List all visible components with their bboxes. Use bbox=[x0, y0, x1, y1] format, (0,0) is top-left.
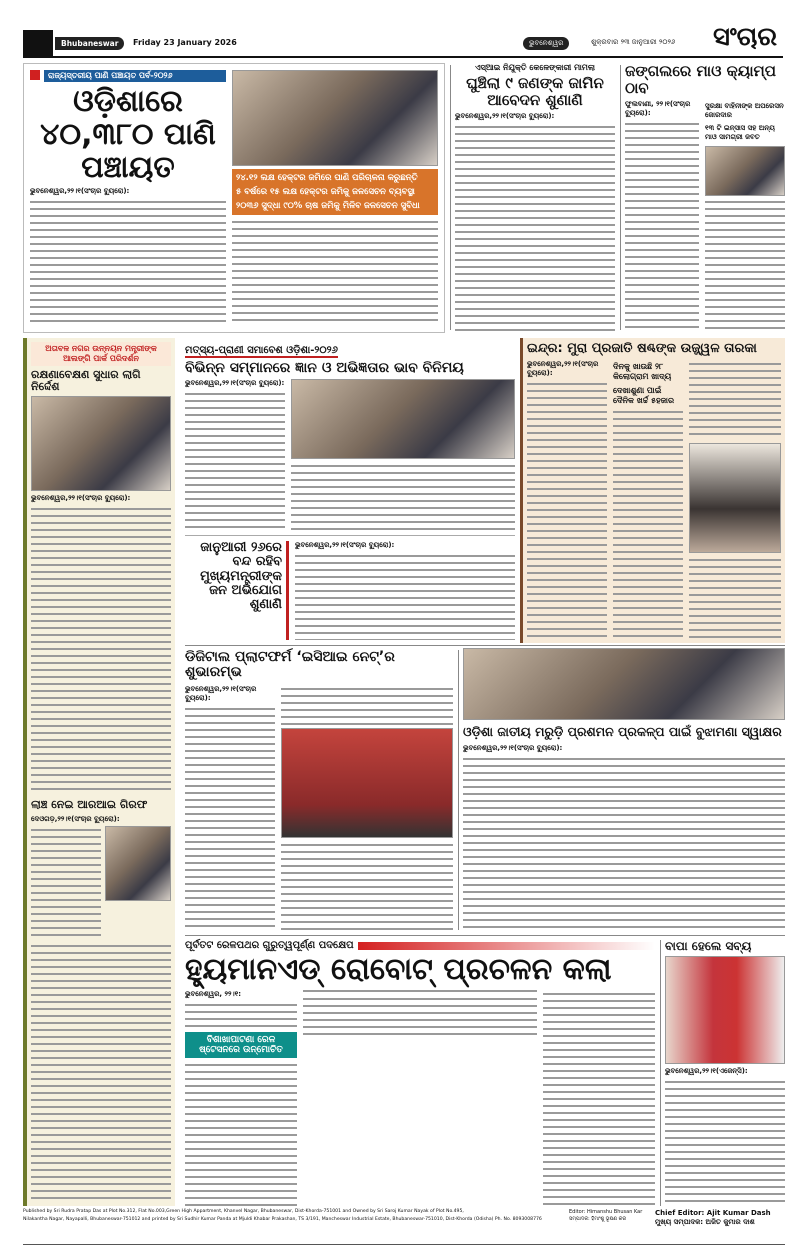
dateline: ଭୁବନେଶ୍ୱର,୨୨।୧(ସଂଚାର ବ୍ୟୁରୋ): bbox=[527, 360, 599, 378]
body-text bbox=[185, 705, 275, 930]
left-sidebar bbox=[23, 338, 175, 1206]
mou-story bbox=[463, 648, 785, 930]
lead-kicker: ରାଜ୍ୟସ୍ତରୀୟ ପାଣି ପଞ୍ଚାୟତ ପର୍ବ-୨୦୨୬ bbox=[44, 70, 226, 82]
body-text bbox=[291, 462, 515, 530]
right-bullet: ୧୩ ଟି ଇନ୍ସାସ ସହ ଅନ୍ୟ ମାଓ ସାମଗ୍ରୀ ଜବତ bbox=[705, 124, 775, 141]
dateline: ଭୁବନେଶ୍ୱର,୨୨।୧(ସଂଚାର ବ୍ୟୁରୋ): bbox=[185, 684, 257, 702]
body-text bbox=[31, 505, 171, 795]
lead-photo bbox=[232, 70, 438, 166]
editor-en: Editor: Himanshu Bhusan Kar bbox=[569, 1209, 643, 1215]
body-text bbox=[463, 755, 785, 930]
ri-photo bbox=[105, 826, 171, 901]
bullet: ୨୦୩୬ ସୁଦ୍ଧା ୯୦% ଚାଷ ଜମିକୁ ମିଳିବ ଜଳସେଚନ ସୁବିଧା bbox=[236, 201, 420, 211]
body-text bbox=[689, 360, 781, 440]
bapa-photo bbox=[665, 956, 785, 1064]
bapa-headline: ବାପା ହେଲେ ସବ୍ୟ bbox=[665, 939, 752, 953]
bullet: ୨୪.୧୨ ଲକ୍ଷ ହେକ୍ଟର ଜମିରେ ପାଣି ପରିଚାଳନା କରୁଛନ୍ତି bbox=[236, 173, 418, 183]
city-pill: Bhubaneswar bbox=[55, 37, 124, 50]
sidebar-photo bbox=[31, 396, 171, 491]
fisheries-kicker: ମତ୍ସ୍ୟ-ପ୍ରାଣୀ ସମାବେଶ ଓଡ଼ିଶା-୨୦୨୬ bbox=[185, 345, 338, 356]
body-text bbox=[281, 841, 453, 930]
indra-bullet: ଦେଖାଶୁଣା ପାଇଁ ଦୈନିକ ଖର୍ଚ୍ଚ ୫ହଜାର bbox=[613, 386, 675, 406]
city-or-pill: ଭୁବନେଶ୍ୱର bbox=[523, 37, 569, 50]
dateline: ଭୁବନେଶ୍ୱର,୨୨।୧(ଏଜେନ୍ସି): bbox=[665, 1067, 748, 1076]
sidebar-headline-2: ଲାଞ୍ଚ ନେଇ ଆରଆଇ ଗିରଫ bbox=[31, 798, 148, 812]
robot-photo bbox=[303, 990, 537, 992]
sidebar-kicker: ଅତାବଳ ନଗର ଉନ୍ନୟନ ମନ୍ତ୍ରୀଙ୍କ ଆଲଙ୍ଗି ପାର୍କ ପରିଦର୍ଶନ bbox=[31, 342, 171, 366]
body-text bbox=[705, 198, 785, 333]
dateline: ଭୁବନେଶ୍ୱର,୨୨।୧(ସଂଚାର ବ୍ୟୁରୋ): bbox=[31, 494, 131, 503]
body-text bbox=[295, 552, 515, 640]
body-text bbox=[31, 942, 171, 1202]
body-text bbox=[185, 1061, 297, 1206]
body-text bbox=[30, 198, 226, 326]
bapa-story bbox=[665, 940, 785, 1206]
mid-headline: ଘୁଞ୍ଚିଲା ୯ ଜଣଙ୍କ ଜାମିନ ଆବେଦନ ଶୁଣାଣି bbox=[466, 74, 604, 109]
fisheries-photo bbox=[291, 379, 515, 459]
mid-kicker: ଏସ୍‌ଆଇ ନିଯୁକ୍ତି କେଳେଙ୍କାରୀ ମାମଲା bbox=[475, 63, 595, 72]
date-en: Friday 23 January 2026 bbox=[133, 38, 237, 47]
editor-or: ସମ୍ପାଦକ: ହିମାଂଶୁ ଭୂଷଣ କର bbox=[569, 1216, 627, 1222]
grievance-headline: ଜାନୁଆରୀ ୨୬ରେ ବନ୍ଦ ରହିବ ମୁଖ୍ୟମନ୍ତ୍ରୀଙ୍କ ଜନ ଅଭିଯୋଗ ଶୁଣାଣି bbox=[185, 541, 289, 640]
masthead bbox=[23, 22, 783, 58]
esi-photo bbox=[281, 728, 453, 838]
right-story bbox=[625, 63, 785, 333]
imprint-line-1: Published by Sri Rudra Pratap Das at Plot No.312, Flat No.003,Green High Appartment, Khanvel Nagar, Bhubaneswar, Dist-Khorda-751001 and Owned by Sri Saroj Kumar Nayak of Plot No.495, bbox=[23, 1209, 464, 1214]
fisheries-story bbox=[185, 338, 515, 530]
dateline: ଭୁବନେଶ୍ୱର,୨୨।୧(ସଂଚାର ବ୍ୟୁରୋ): bbox=[455, 112, 555, 120]
body-text bbox=[303, 995, 537, 1035]
imprint-line-2: Nilakantha Nagar, Nayapalli, Bhubaneswar-751012 and printed by Sri Sudhir Kumar Panda at Mjuldi Khabar Prakashan, TS 3/191, Mancheswar Industrial Estate, Bhubaneswar-751010, Dist-Khorda (Odisha) Ph. No. 8093008776 bbox=[23, 1217, 542, 1222]
mou-photo bbox=[463, 648, 785, 720]
sidebar-headline: ରକ୍ଷଣାବେକ୍ଷଣ ସୁଧାର ଲାଗି ନିର୍ଦ୍ଦେଶ bbox=[31, 368, 141, 394]
body-text bbox=[689, 556, 781, 639]
esi-headline: ଡିଜିଟାଲ ପ୍ଲାଟଫର୍ମ ‘ଇସିଆଇ ନେଟ୍’ର ଶୁଭାରମ୍ଭ bbox=[185, 649, 395, 681]
dateline: ଫୁଲବାଣୀ, ୨୨।୧(ସଂଚାର ବ୍ୟୁରୋ): bbox=[625, 100, 691, 117]
body-text bbox=[613, 408, 683, 639]
esi-story bbox=[185, 650, 453, 930]
bullet: ୫ ବର୍ଷରେ ୧୫ ଲକ୍ଷ ହେକ୍ଟର ଜମିକୁ ଜଳସେଚନ ବ୍ୟବସ୍ଥା bbox=[236, 187, 415, 197]
lead-headline: ଓଡ଼ିଶାରେ ୪୦,୩୮୦ ପାଣି ପଞ୍ଚାୟତ bbox=[40, 84, 216, 185]
mou-headline: ଓଡ଼ିଶା ଜାତୀୟ ମରୁଡ଼ି ପ୍ରଶମନ ପ୍ରକଳ୍ପ ପାଇଁ ବୁଝାମଣା ସ୍ୱାକ୍ଷର bbox=[463, 724, 782, 739]
body-text bbox=[281, 685, 453, 725]
chief-editor-en: Chief Editor: Ajit Kumar Dash bbox=[655, 1209, 771, 1217]
dateline: ଭୁବନେଶ୍ୱର,୨୨।୧(ସଂଚାର ବ୍ୟୁରୋ): bbox=[185, 379, 285, 388]
robot-subhead: ବିଶାଖାପାଟଣା ରେଳ ଷ୍ଟେସନରେ ଉନ୍ମୋଚିତ bbox=[185, 1032, 297, 1058]
body-text bbox=[185, 1001, 297, 1029]
body-text bbox=[232, 218, 438, 326]
grievance-story bbox=[185, 535, 515, 640]
right-bullet: ସୁରକ୍ଷା ବାହିନୀଙ୍କ ଅପରେସନ ଜୋରଦାର bbox=[705, 102, 784, 119]
masthead-block bbox=[23, 30, 53, 58]
logo: ସଂଚାର bbox=[713, 22, 778, 52]
robot-kicker-text: ପୂର୍ବତଟ ରେଳପଥର ଗୁରୁତ୍ୱପୂର୍ଣ୍ଣ ପଦକ୍ଷେପ bbox=[185, 940, 354, 951]
lead-bullets bbox=[232, 169, 438, 215]
chief-editor-or: ମୁଖ୍ୟ ସମ୍ପାଦକ: ଅଜିତ କୁମାର ଦାଶ bbox=[655, 1218, 755, 1226]
body-text bbox=[543, 990, 655, 1206]
body-text bbox=[625, 120, 699, 333]
right-headline: ଜଙ୍ଗଲରେ ମାଓ କ୍ୟାମ୍ପ ଠାବ bbox=[625, 62, 776, 97]
body-text bbox=[665, 1078, 785, 1206]
indra-bullet: ଦିନକୁ ଖାଉଛି ୨୮ କିଲୋଗ୍ରାମ ଖାଦ୍ୟ bbox=[613, 362, 672, 382]
body-text bbox=[455, 123, 615, 333]
robot-headline: ହ୍ୟୁମାନଏଡ୍ ରୋବୋଟ୍ ପ୍ରଚଳନ କଲା bbox=[185, 952, 612, 987]
dateline: ଭୁବନେଶ୍ୱର, ୨୨।୧: bbox=[185, 990, 242, 998]
buffalo-photo bbox=[689, 443, 781, 553]
robot-story bbox=[185, 940, 655, 1206]
date-or: ଶୁକ୍ରବାର ୨୩ ଜାନୁଆରୀ ୨୦୨୬ bbox=[591, 38, 676, 46]
dateline: ଭୁବନେଶ୍ୱର,୨୨।୧(ସଂଚାର ବ୍ୟୁରୋ): bbox=[295, 541, 395, 549]
fisheries-headline: ବିଭିନ୍ନ ସମ୍ମାନରେ ଜ୍ଞାନ ଓ ଅଭିଜ୍ଞତାର ଭାବ ବିନିମୟ bbox=[185, 360, 464, 376]
indra-story bbox=[520, 338, 785, 643]
dateline: ଦେଓଗଡ଼,୨୨।୧(ସଂଚାର ବ୍ୟୁରୋ): bbox=[31, 815, 120, 824]
dateline: ଭୁବନେଶ୍ୱର,୨୨।୧(ସଂଚାର ବ୍ୟୁରୋ): bbox=[463, 743, 563, 752]
robot-kicker bbox=[185, 940, 655, 951]
body-text bbox=[31, 826, 101, 939]
indra-headline: ଇନ୍ଦ୍ର: ମୁରା ପ୍ରଜାତି ଷଣ୍ଢଙ୍କ ଉଜ୍ଜ୍ୱଳ ତାରକା bbox=[527, 341, 757, 356]
body-text bbox=[527, 380, 607, 639]
lead-story bbox=[23, 63, 445, 333]
dateline: ଭୁବନେଶ୍ୱର,୨୨।୧(ସଂଚାର ବ୍ୟୁରୋ): bbox=[30, 187, 130, 195]
footer bbox=[23, 1209, 785, 1245]
mid-story bbox=[455, 63, 615, 333]
kicker-bar bbox=[358, 942, 655, 950]
body-text bbox=[185, 390, 285, 530]
kicker-marker bbox=[30, 70, 40, 80]
right-photo bbox=[705, 146, 785, 196]
